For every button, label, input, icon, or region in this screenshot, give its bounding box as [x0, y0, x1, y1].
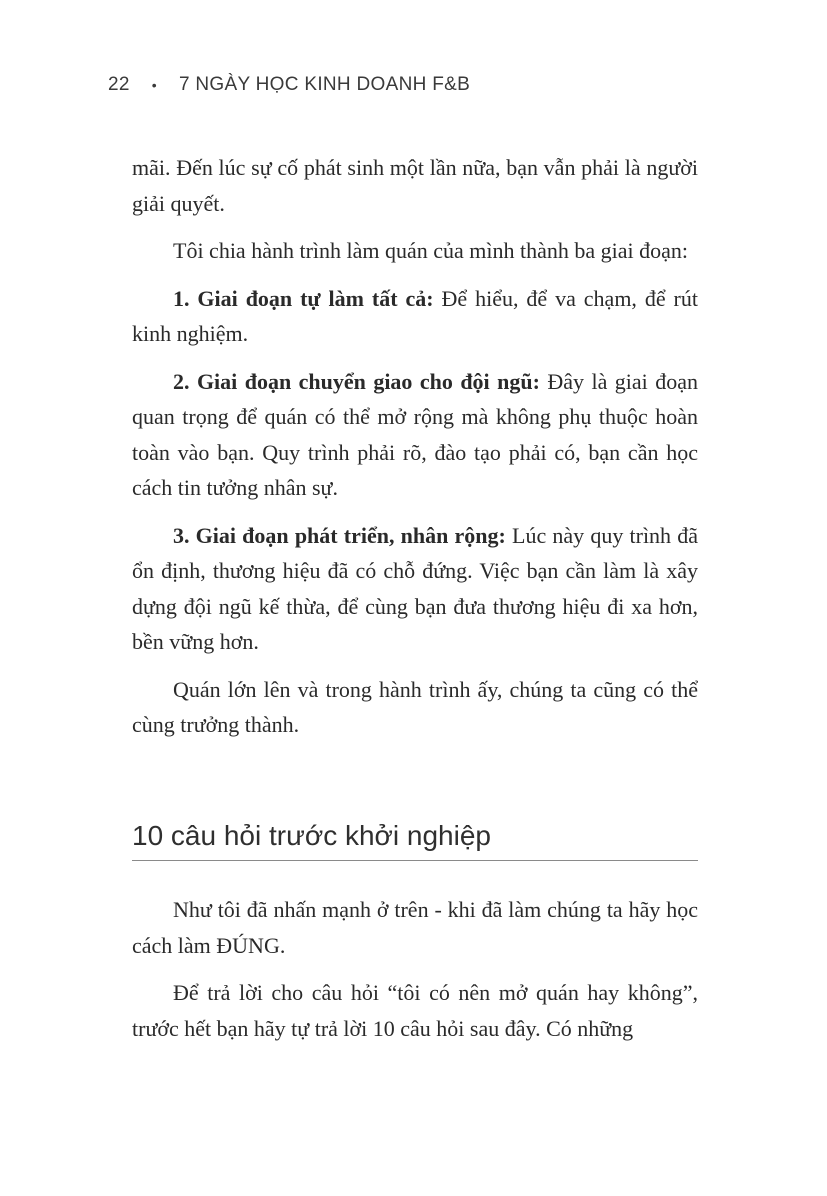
stage-1-title: 1. Giai đoạn tự làm tất cả:: [173, 285, 434, 311]
page-number: 22: [108, 74, 130, 95]
paragraph-stage-3: [132, 518, 698, 660]
stage-2-title: 2. Giai đoạn chuyển giao cho đội ngũ:: [173, 368, 540, 394]
section-paragraph-2: Để trả lời cho câu hỏi “tôi có nên mở quán hay không”, trước hết bạn hãy tự trả lời 10 câu hỏi sau đây. Có những: [132, 980, 698, 1041]
body-text: [132, 150, 698, 755]
stage-3-title: 3. Giai đoạn phát triển, nhân rộng:: [173, 522, 506, 548]
paragraph-conclusion: Quán lớn lên và trong hành trình ấy, chúng ta cũng có thể cùng trưởng thành.: [132, 676, 698, 737]
stage-1-text: Để hiểu, để va chạm, để rút kinh nghiệm.: [132, 285, 698, 346]
section-paragraph-1: Như tôi đã nhấn mạnh ở trên - khi đã làm chúng ta hãy học cách làm ĐÚNG.: [132, 897, 698, 958]
section-body-text: [132, 892, 698, 1058]
paragraph-stage-1: [132, 281, 698, 352]
stage-3-text: Lúc này quy trình đã ổn định, thương hiệu đã có chỗ đứng. Việc bạn cần làm là xây dựng đội ngũ kế thừa, để cùng bạn đưa thương hiệu đi xa hơn, bền vững hơn.: [132, 522, 698, 654]
paragraph-stage-2: [132, 364, 698, 506]
section-heading: 10 câu hỏi trước khởi nghiệp: [132, 820, 698, 861]
header-separator: •: [151, 77, 157, 93]
paragraph-continued: mãi. Đến lúc sự cố phát sinh một lần nữa, bạn vẫn phải là người giải quyết.: [132, 155, 698, 216]
stage-2-text: Đây là giai đoạn quan trọng để quán có thể mở rộng mà không phụ thuộc hoàn toàn vào bạn. Quy trình phải rõ, đào tạo phải có, bạn cần học cách tin tưởng nhân sự.: [132, 368, 698, 500]
running-header: [108, 74, 470, 96]
book-title: 7 NGÀY HỌC KINH DOANH F&B: [178, 74, 471, 95]
paragraph-stages-intro: Tôi chia hành trình làm quán của mình thành ba giai đoạn:: [173, 238, 689, 263]
